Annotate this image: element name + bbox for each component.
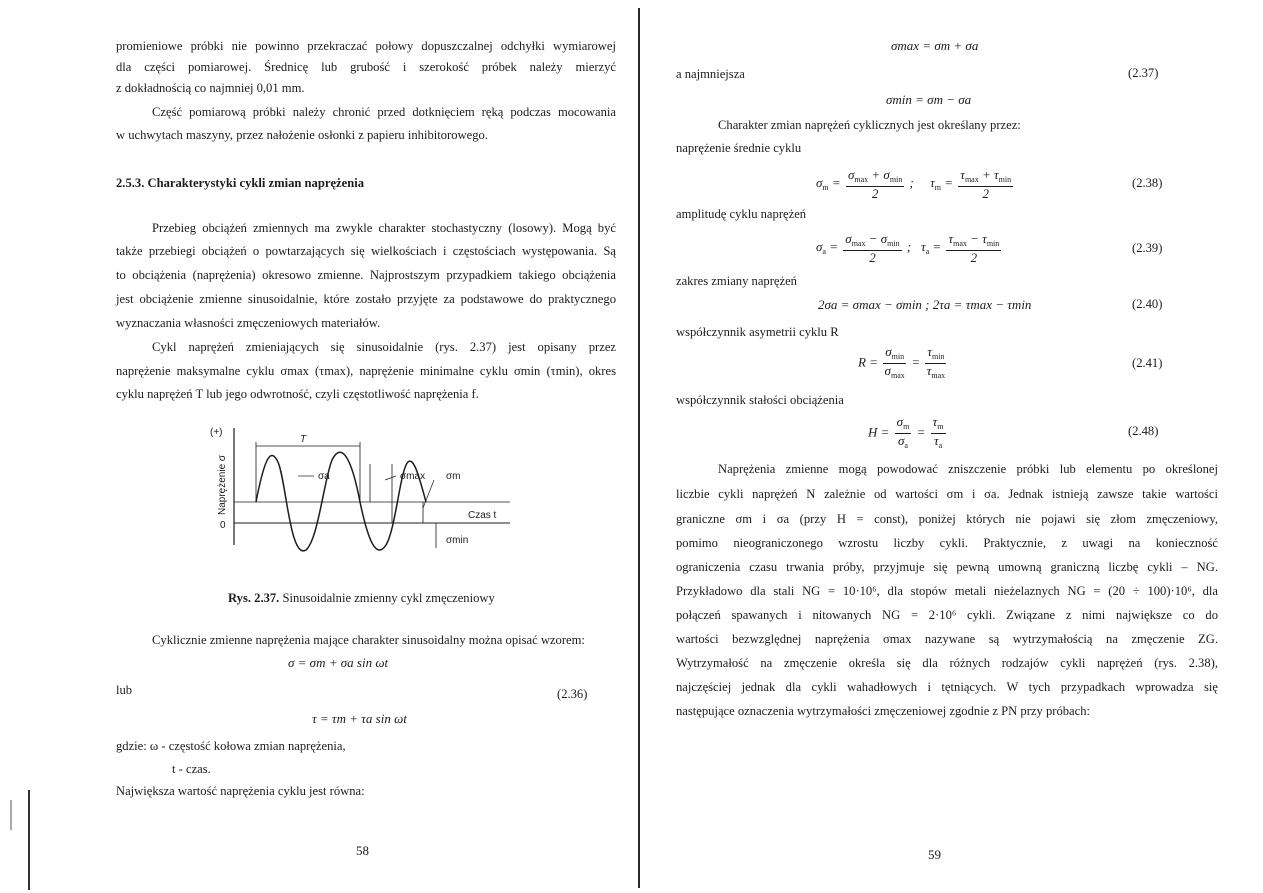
- equation-number: (2.48): [1128, 424, 1159, 438]
- text-line: jest obciążenie zmienne sinusoidalnie, które zostało przyjęte za podstawowe do praktycznego: [116, 292, 616, 306]
- sinusoid-diagram: [210, 420, 580, 570]
- text-line: Charakter zmian naprężeń cyklicznych jest określany przez:: [718, 118, 1021, 132]
- period-label: T: [300, 434, 307, 445]
- text-line: promieniowe próbki nie powinno przekraczać połowy dopuszczalnej odchyłki wymiarowej: [116, 39, 616, 53]
- caption-number: Rys. 2.37.: [228, 591, 280, 605]
- page-number: 59: [928, 847, 941, 862]
- equation-max: σmax = σm + σa: [891, 38, 979, 53]
- equation-min: σmin = σm − σa: [886, 92, 972, 107]
- text-line: to obciążenia (naprężenia) okresowo zmienne. Najprostszym przypadkiem takiego obciążenia: [116, 268, 616, 282]
- equation-amplitude: $\sigma_a$ = $\frac{\sigma_{max} - \sigma_{min}}{2}$ ; $\tau_a$ = $\frac{\tau_{max} - \tau_{min}}{2}$: [816, 231, 1000, 265]
- text-line: wartości bezwzględnej naprężenia σmax nazywane są wytrzymałością na zmęczenie ZG.: [676, 632, 1218, 646]
- sigma-max-label: σmax: [400, 471, 426, 482]
- sigma-a-label: σa: [318, 471, 330, 482]
- text-line: Wytrzymałość na zmęczenie określa się dla różnych rodzajów cykli naprężeń (rys. 2.38),: [676, 656, 1218, 670]
- text-line: pomimo nieograniczonego wzrostu liczby cykli. Praktycznie, z uwagi na konieczność: [676, 536, 1218, 550]
- text-line: naprężenie maksymalne cyklu σmax (τmax), naprężenie minimalne cyklu σmin (τmin), okres: [116, 364, 616, 378]
- text-line: Przebieg obciążeń zmiennych ma zwykle charakter stochastyczny (losowy). Mogą być: [152, 221, 616, 235]
- caption-text: Sinusoidalnie zmienny cykl zmęczeniowy: [282, 591, 495, 605]
- equation-number: (2.37): [1128, 66, 1159, 80]
- sigma-max-leader: [385, 476, 396, 480]
- equation-tau: τ = τm + τa sin ωt: [312, 711, 407, 726]
- sigma-m-label: σm: [446, 471, 461, 482]
- time-label: Czas t: [468, 510, 497, 521]
- text-line: ograniczenia czasu trwania próby, przyjmuje się pewną umowną graniczną liczbę cykli – NG.: [676, 560, 1218, 574]
- text-line: Cyklicznie zmienne naprężenia mające charakter sinusoidalny można opisać wzorem:: [152, 633, 585, 647]
- text-line: Przykładowo dla stali NG = 10·10⁶, dla stopów metali nieżelaznych NG = (20 ÷ 100)·10⁶, dla: [676, 584, 1218, 598]
- text-line: gdzie: ω - częstość kołowa zmian naprężenia,: [116, 739, 346, 753]
- equation-range: 2σa = σmax − σmin ; 2τa = τmax − τmin: [818, 297, 1032, 312]
- section-heading: 2.5.3. Charakterystyki cykli zmian naprężenia: [116, 176, 365, 190]
- page-number: 58: [356, 843, 369, 858]
- text-line: połączeń spawanych i nitowanych NG = 2·10⁶ cykli. Związane z nimi największe co do: [676, 608, 1218, 622]
- figure-caption: [228, 590, 495, 606]
- text-line: zakres zmiany naprężeń: [676, 274, 797, 288]
- zero-label: 0: [220, 520, 226, 531]
- plus-label: (+): [210, 427, 223, 438]
- equation-asymmetry: R = $\frac{\sigma_{min}}{\sigma_{max}}$ = $\frac{\tau_{min}}{\tau_{max}}$: [858, 344, 946, 380]
- text-line: cyklu naprężeń T lub jego odwrotność, czyli częstotliwość naprężenia f.: [116, 387, 479, 401]
- text-line: amplitudę cyklu naprężeń: [676, 207, 807, 221]
- right-page: [636, 0, 1263, 893]
- equation-number: (2.41): [1132, 356, 1163, 370]
- text-line: współczynnik stałości obciążenia: [676, 393, 844, 407]
- equation-number: (2.36): [557, 687, 588, 701]
- text-line: następujące oznaczenia wytrzymałości zmęczeniowej zgodnie z PN przy próbach:: [676, 704, 1091, 718]
- sigma-min-label: σmin: [446, 535, 469, 546]
- equation-stability: H = $\frac{\sigma_m}{\sigma_a}$ = $\frac{\tau_m}{\tau_a}$: [868, 414, 944, 450]
- text-line: a najmniejsza: [676, 67, 745, 81]
- text-line: wyznaczania własności zmęczeniowych materiałów.: [116, 316, 381, 330]
- text-line: w uchwytach maszyny, przez nałożenie osłonki z papieru inhibitorowego.: [116, 128, 488, 142]
- text-line: z dokładnością co najmniej 0,01 mm.: [116, 81, 305, 95]
- text-line: Największa wartość naprężenia cyklu jest równa:: [116, 784, 365, 798]
- text-lub: lub: [116, 683, 133, 697]
- text-line: naprężenie średnie cyklu: [676, 141, 802, 155]
- equation-number: (2.40): [1132, 297, 1163, 311]
- y-axis-label: Naprężenie σ: [217, 454, 228, 515]
- sigma-m-leader: [423, 480, 434, 508]
- text-line: t - czas.: [172, 762, 211, 776]
- text-line: dla części pomiarowej. Średnicę lub grubość i szerokość próbek należy mierzyć: [116, 60, 616, 74]
- text-line: Część pomiarową próbki należy chronić przed dotknięciem ręką podczas mocowania: [152, 105, 616, 119]
- sine-curve: [256, 452, 426, 551]
- text-line: Cykl naprężeń zmieniających się sinusoidalnie (rys. 2.37) jest opisany przez: [152, 340, 616, 354]
- text-line: współczynnik asymetrii cyklu R: [676, 325, 839, 339]
- equation-number: (2.38): [1132, 176, 1163, 190]
- equation-number: (2.39): [1132, 241, 1163, 255]
- text-line: liczbie cykli naprężeń N zależnie od wartości σm i σa. Jednak istnieją zawsze takie wartości: [676, 487, 1218, 501]
- text-line: Naprężenia zmienne mogą powodować zniszczenie próbki lub elementu po określonej: [718, 462, 1218, 476]
- text-line: także przebiegi obciążeń o powtarzających się wielkościach i częstościach występowania. Są: [116, 244, 616, 258]
- equation-sigma: σ = σm + σa sin ωt: [288, 655, 389, 670]
- stress-cycle-figure: [210, 420, 580, 570]
- text-line: najczęściej jednak dla cykli wahadłowych i tętniących. W tych przypadkach wprowadza się: [676, 680, 1218, 694]
- text-line: graniczne σm i σa (przy H = const), poniżej których nie pojawi się złom zmęczeniowy,: [676, 512, 1218, 526]
- equation-mean: $\sigma_m$ = $\frac{\sigma_{max} + \sigma_{min}}{2}$ ; $\tau_m$ = $\frac{\tau_{max} + \tau_{min}}{2}$: [816, 167, 1012, 201]
